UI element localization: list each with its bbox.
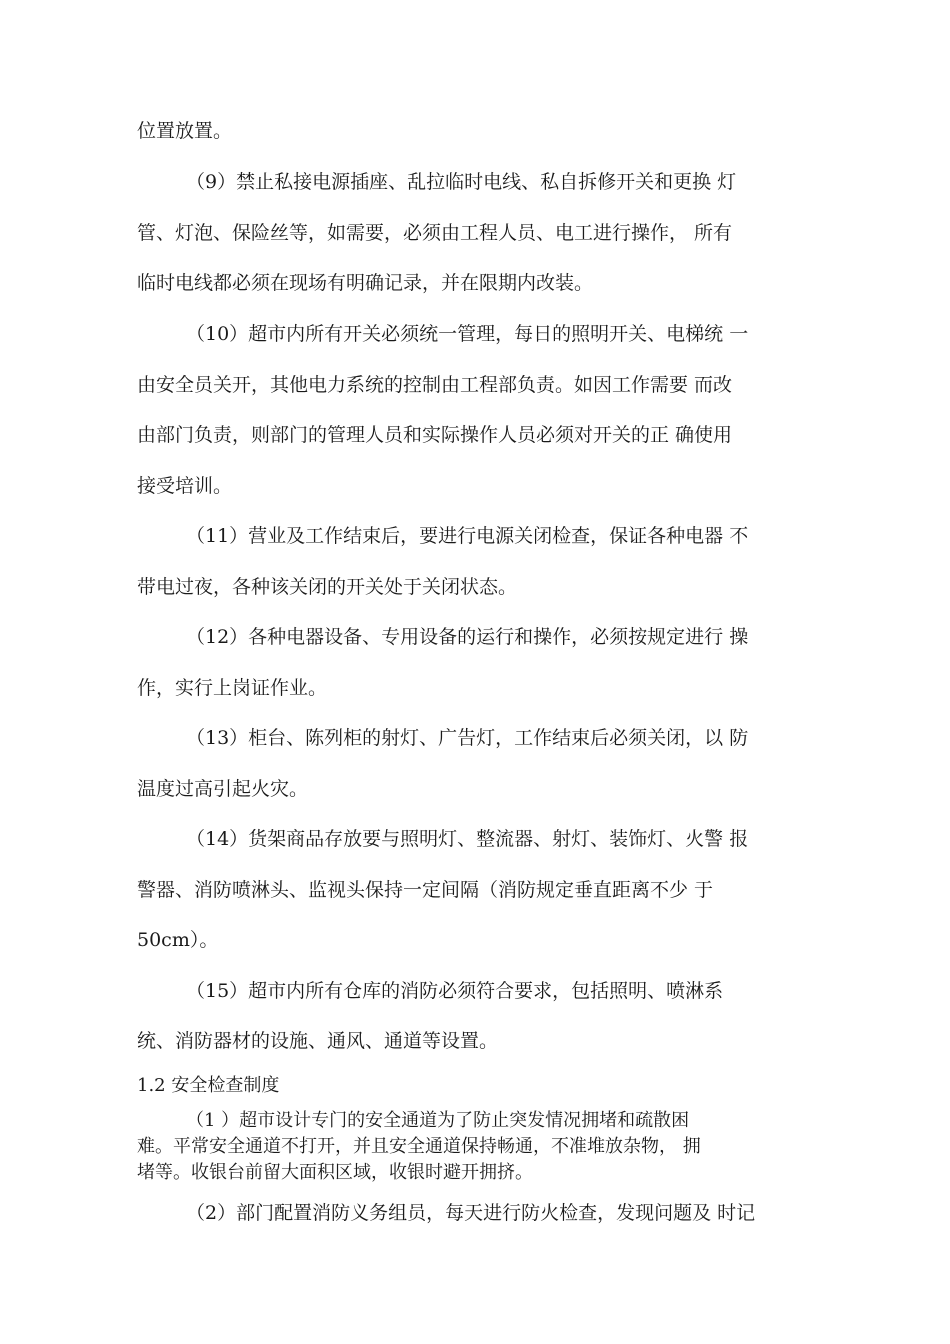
text-line: （13）柜台、陈列柜的射灯、广告灯，工作结束后必须关闭，以 防 [186,727,749,749]
text-line: （11）营业及工作结束后，要进行电源关闭检查，保证各种电器 不 [186,525,749,547]
text-line: （15）超市内所有仓库的消防必须符合要求，包括照明、喷淋系 [186,980,724,1002]
text-line: 由部门负责，则部门的管理人员和实际操作人员必须对开关的正 确使用 [137,424,733,446]
text-line: （10）超市内所有开关必须统一管理，每日的照明开关、电梯统 一 [186,323,749,345]
section-heading: 1.2 安全检查制度 [137,1075,280,1096]
text-line: 接受培训。 [137,475,233,497]
text-line: （14）货架商品存放要与照明灯、整流器、射灯、装饰灯、火警 报 [186,828,749,850]
text-line: 50cm）。 [137,929,219,951]
text-line: （2）部门配置消防义务组员，每天进行防火检查，发现问题及 时记 [186,1202,756,1224]
text-line: （1 ）超市设计专门的安全通道为了防止突发情况拥堵和疏散困 [186,1110,690,1131]
text-line: 难。平常安全通道不打开，并且安全通道保持畅通，不准堆放杂物， 拥 [137,1136,701,1157]
text-line: （9）禁止私接电源插座、乱拉临时电线、私自拆修开关和更换 灯 [186,171,737,193]
text-line: 管、灯泡、保险丝等，如需要，必须由工程人员、电工进行操作， 所有 [137,222,733,244]
text-line: 临时电线都必须在现场有明确记录，并在限期内改装。 [137,272,594,294]
text-line: 作，实行上岗证作业。 [137,677,328,699]
text-line: 由安全员关开，其他电力系统的控制由工程部负责。如因工作需要 而改 [137,374,733,396]
text-line: 带电过夜，各种该关闭的开关处于关闭状态。 [137,576,518,598]
text-line: 统、消防器材的设施、通风、通道等设置。 [137,1030,499,1052]
text-line: 警器、消防喷淋头、监视头保持一定间隔（消防规定垂直距离不少 于 [137,879,714,901]
text-line: （12）各种电器设备、专用设备的运行和操作，必须按规定进行 操 [186,626,749,648]
text-line: 位置放置。 [137,120,233,142]
text-line: 温度过高引起火灾。 [137,778,309,800]
text-line: 堵等。收银台前留大面积区域，收银时避开拥挤。 [137,1162,533,1183]
